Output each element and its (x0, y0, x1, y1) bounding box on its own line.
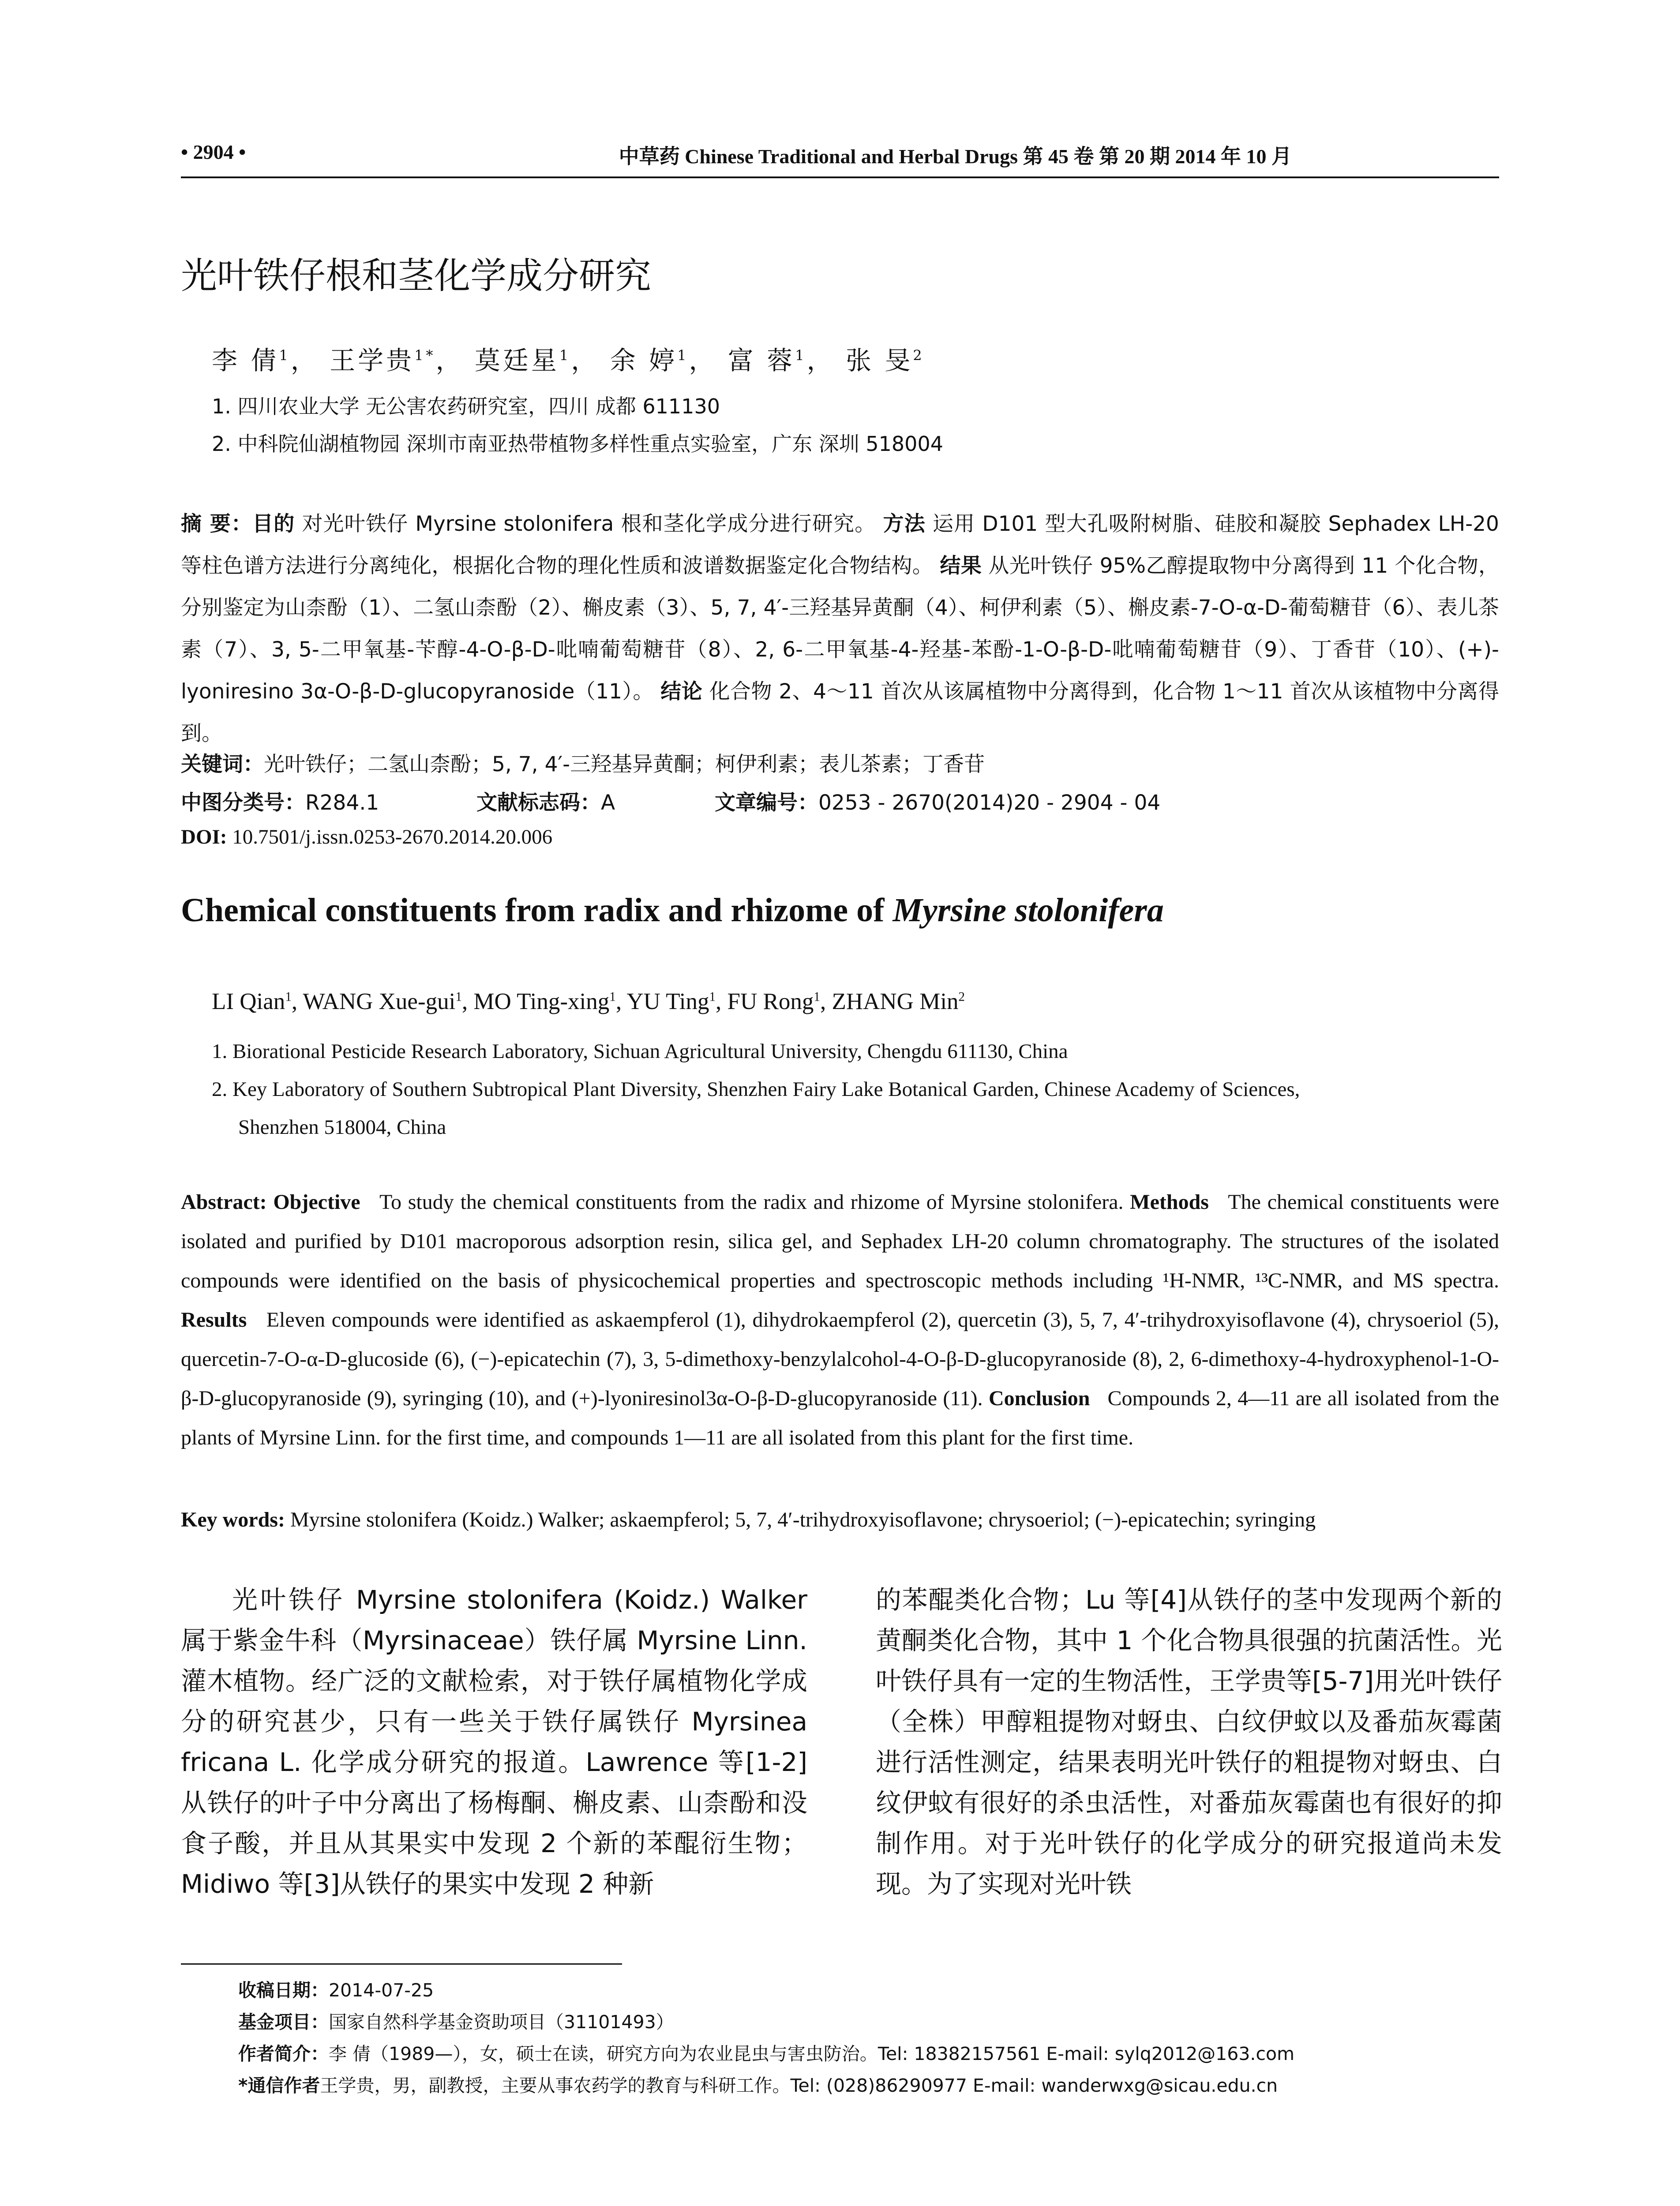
conclusion-label: Conclusion (988, 1387, 1090, 1410)
author-name: 莫廷星 (474, 345, 559, 375)
english-affiliation-2: 2. Key Laboratory of Southern Subtropical Plant Diversity, Shenzhen Fairy Lake Botanical Garden, Chinese Academy of Sciences, (212, 1078, 1300, 1101)
results-text: Eleven compounds were identified as askaempferol (1), dihydrokaempferol (2), quercetin (3), 5, 7, 4′-trihydroxyisoflavone (4), chrysoeriol (5), quercetin-7-O-α-D-glucoside (6), (−)-epicatechin (7), 3, 5-dimethoxy-benzylalcohol-4-O-β-D-glucopyranoside (8), 2, 6-dimethoxy-4-hydroxyphenol-1-O-β-D-glucopyranoside (9), syringing (10), and (+)-lyoniresinol3α-O-β-D-glucopyranoside (11). (181, 1308, 1500, 1410)
author-affiliation-mark: 1 (279, 347, 291, 364)
conclusion-text: 化合物 2、4～11 首次从该属植物中分离得到，化合物 1～11 首次从该植物中分离得到。 (181, 679, 1500, 746)
english-title (181, 891, 1499, 930)
clc-value: R284.1 (305, 791, 379, 815)
results-label: 结果 (940, 554, 982, 578)
objective-text: 对光叶铁仔 Myrsine stolonifera 根和茎化学成分进行研究。 (302, 512, 876, 536)
author-affiliation-mark: 1 (285, 990, 292, 1004)
author-affiliation-mark: 1 (455, 990, 462, 1004)
header-rule (181, 176, 1499, 178)
footnote-author (238, 2039, 1499, 2065)
author-name: ZHANG Min (832, 989, 959, 1014)
author-name: WANG Xue-gui (303, 989, 456, 1014)
body-paragraph: 光叶铁仔 Myrsine stolonifera (Koidz.) Walker 属于紫金牛科（Myrsinaceae）铁仔属 Myrsine Linn. 灌木植物。经广泛的文献检索，对于铁仔属植物化学成分的研究甚少，只有一些关于铁仔属铁仔 Myrsinea fricana L. 化学成分研究的报道。Lawrence 等[1-2]从铁仔的叶子中分离出了杨梅酮、槲皮素、山柰酚和没食子酸，并且从其果实中发现 2 个新的苯醌衍生物；Midiwo 等[3]从铁仔的果实中发现 2 种新 (181, 1585, 807, 1899)
english-abstract (181, 1182, 1499, 1457)
author-name: FU Rong (727, 989, 814, 1014)
footnote-text: 李 倩（1989—），女，硕士在读，研究方向为农业昆虫与害虫防治。Tel: 18382157561 E-mail: sylq2012@163.com (329, 2043, 1295, 2064)
footnote-funding (238, 2007, 1499, 2033)
footnote-corresponding (238, 2071, 1499, 2097)
footnote-text: 2014-07-25 (329, 1980, 434, 2001)
keywords-label: 关键词： (181, 752, 264, 777)
footnote-label: 作者简介： (238, 2043, 329, 2064)
body-column-left (181, 1579, 807, 1904)
author-name: MO Ting-xing (473, 989, 610, 1014)
author-affiliation-mark: 2 (958, 990, 965, 1004)
keywords-label: Key words: (181, 1508, 285, 1531)
body-column-right (876, 1579, 1502, 1904)
footnote-received (238, 1976, 1499, 2002)
author-name: 李 倩 (212, 345, 279, 375)
author-name: 余 婷 (610, 345, 678, 375)
english-affiliation-1: 1. Biorational Pesticide Research Laboratory, Sichuan Agricultural University, Chengdu 611130, China (212, 1040, 1068, 1063)
author-affiliation-mark: 1* (414, 347, 436, 364)
objective-text: To study the chemical constituents from the radix and rhizome of Myrsine stolonifera. (379, 1190, 1124, 1214)
author-name: YU Ting (626, 989, 709, 1014)
english-title-text: Chemical constituents from radix and rhizome of (181, 892, 893, 929)
methods-label: 方法 (883, 512, 926, 536)
conclusion-text: Compounds 2, 4—11 are all isolated from the plants of Myrsine Linn. for the first time, and compounds 1—11 are all isolated from this plant for the first time. (181, 1387, 1500, 1449)
footnote-rule (181, 1963, 622, 1965)
footnote-label: 基金项目： (238, 2011, 329, 2033)
author-name: 富 蓉 (728, 345, 795, 375)
classification-line (181, 786, 1499, 816)
doi-label: DOI: (181, 825, 227, 848)
author-affiliation-mark: 2 (913, 347, 925, 364)
journal-info: 中草药 Chinese Traditional and Herbal Drugs 第 45 卷 第 20 期 2014 年 10 月 (619, 145, 1292, 168)
english-title-species: Myrsine stolonifera (892, 892, 1164, 929)
footnote-label: 收稿日期： (238, 1980, 329, 2001)
author-affiliation-mark: 1 (709, 990, 716, 1004)
doi-line (181, 825, 1499, 849)
author-name: 张 旻 (845, 345, 913, 375)
abstract-objective-label: Abstract: Objective (181, 1190, 360, 1214)
footnote-text: 王学贵，男，副教授，主要从事农药学的教育与科研工作。Tel: (028)86290977 E-mail: wanderwxg@sicau.edu.cn (320, 2075, 1278, 2096)
keywords-text: 光叶铁仔；二氢山柰酚；5, 7, 4′-三羟基异黄酮；柯伊利素；表儿茶素；丁香苷 (264, 752, 985, 777)
conclusion-label: 结论 (660, 679, 703, 704)
clc-label: 中图分类号： (181, 791, 305, 815)
author-name: 王学贵 (330, 345, 415, 375)
doc-code-label: 文献标志码： (476, 791, 601, 815)
chinese-title: 光叶铁仔根和茎化学成分研究 (181, 255, 652, 297)
chinese-authors: 李 倩$^1$， 王学贵$^{1*}$， 莫廷星$^1$， 余 婷$^1$， 富 蓉$^1$， 张 旻$^2$ (212, 345, 925, 375)
methods-text: The chemical constituents were isolated and purified by D101 macroporous adsorption resin, silica gel, and Sephadex LH-20 column chromatography. The structures of the isolated compounds were identified on the basis of physicochemical properties and spectroscopic methods including ¹H-NMR, ¹³C-NMR, and MS spectra. (181, 1190, 1500, 1292)
objective-label: 目的 (252, 512, 295, 536)
author-affiliation-mark: 1 (795, 347, 807, 364)
doi-value: 10.7501/j.issn.0253-2670.2014.20.006 (232, 825, 553, 848)
english-keywords (181, 1500, 1499, 1539)
body-paragraph: 的苯醌类化合物；Lu 等[4]从铁仔的茎中发现两个新的黄酮类化合物，其中 1 个化合物具很强的抗菌活性。光叶铁仔具有一定的生物活性，王学贵等[5-7]用光叶铁仔（全株）甲醇粗提物对蚜虫、白纹伊蚊以及番茄灰霉菌进行活性测定，结果表明光叶铁仔的粗提物对蚜虫、白纹伊蚊有很好的杀虫活性，对番茄灰霉菌也有很好的抑制作用。对于光叶铁仔的化学成分的研究报道尚未发现。为了实现对光叶铁 (876, 1585, 1502, 1899)
english-affiliation-2-cont: Shenzhen 518004, China (238, 1116, 446, 1139)
results-text: 从光叶铁仔 95%乙醇提取物中分离得到 11 个化合物，分别鉴定为山柰酚（1）、二氢山柰酚（2）、槲皮素（3）、5, 7, 4′-三羟基异黄酮（4）、柯伊利素（5）、槲皮素-7-O-α-D-葡萄糖苷（6）、表儿茶素（7）、3, 5-二甲氧基-苄醇-4-O-β-D-吡喃葡萄糖苷（8）、2, 6-二甲氧基-4-羟基-苯酚-1-O-β-D-吡喃葡萄糖苷（9）、丁香苷（10）、(+)-lyoniresino 3α-O-β-D-glucopyranoside（11）。 (181, 554, 1499, 704)
chinese-keywords (181, 748, 1499, 777)
abstract-label: 摘 要： (181, 512, 253, 536)
english-affiliations (212, 1032, 1499, 1146)
chinese-abstract (181, 503, 1499, 754)
footnote-label: *通信作者 (238, 2075, 320, 2096)
author-affiliation-mark: 1 (609, 990, 616, 1004)
page-number: • 2904 • (181, 141, 246, 163)
article-no-value: 0253 - 2670(2014)20 - 2904 - 04 (818, 791, 1161, 815)
methods-text: 运用 D101 型大孔吸附树脂、硅胶和凝胶 Sephadex LH-20 等柱色谱方法进行分离纯化，根据化合物的理化性质和波谱数据鉴定化合物结构。 (181, 512, 1499, 578)
author-affiliation-mark: 1 (677, 347, 689, 364)
keywords-text: Myrsine stolonifera (Koidz.) Walker; askaempferol; 5, 7, 4′-trihydroxyisoflavone; chrysoeriol; (−)-epicatechin; syringing (290, 1508, 1316, 1531)
author-name: LI Qian (212, 989, 285, 1014)
chinese-affiliation-1: 1. 四川农业大学 无公害农药研究室，四川 成都 611130 (212, 394, 720, 418)
author-affiliation-mark: 1 (559, 347, 571, 364)
english-authors: LI Qian$^1$, WANG Xue-gui$^1$, MO Ting-xing$^1$, YU Ting$^1$, FU Rong$^1$, ZHANG Min$^2$ (212, 989, 965, 1014)
doc-code-value: A (601, 791, 615, 815)
chinese-affiliation-2: 2. 中科院仙湖植物园 深圳市南亚热带植物多样性重点实验室，广东 深圳 518004 (212, 432, 943, 456)
methods-label: Methods (1130, 1190, 1209, 1214)
footnote-text: 国家自然科学基金资助项目（31101493） (329, 2011, 674, 2033)
article-no-label: 文章编号： (715, 791, 818, 815)
results-label: Results (181, 1308, 247, 1332)
running-header (181, 140, 1499, 176)
author-affiliation-mark: 1 (814, 990, 820, 1004)
